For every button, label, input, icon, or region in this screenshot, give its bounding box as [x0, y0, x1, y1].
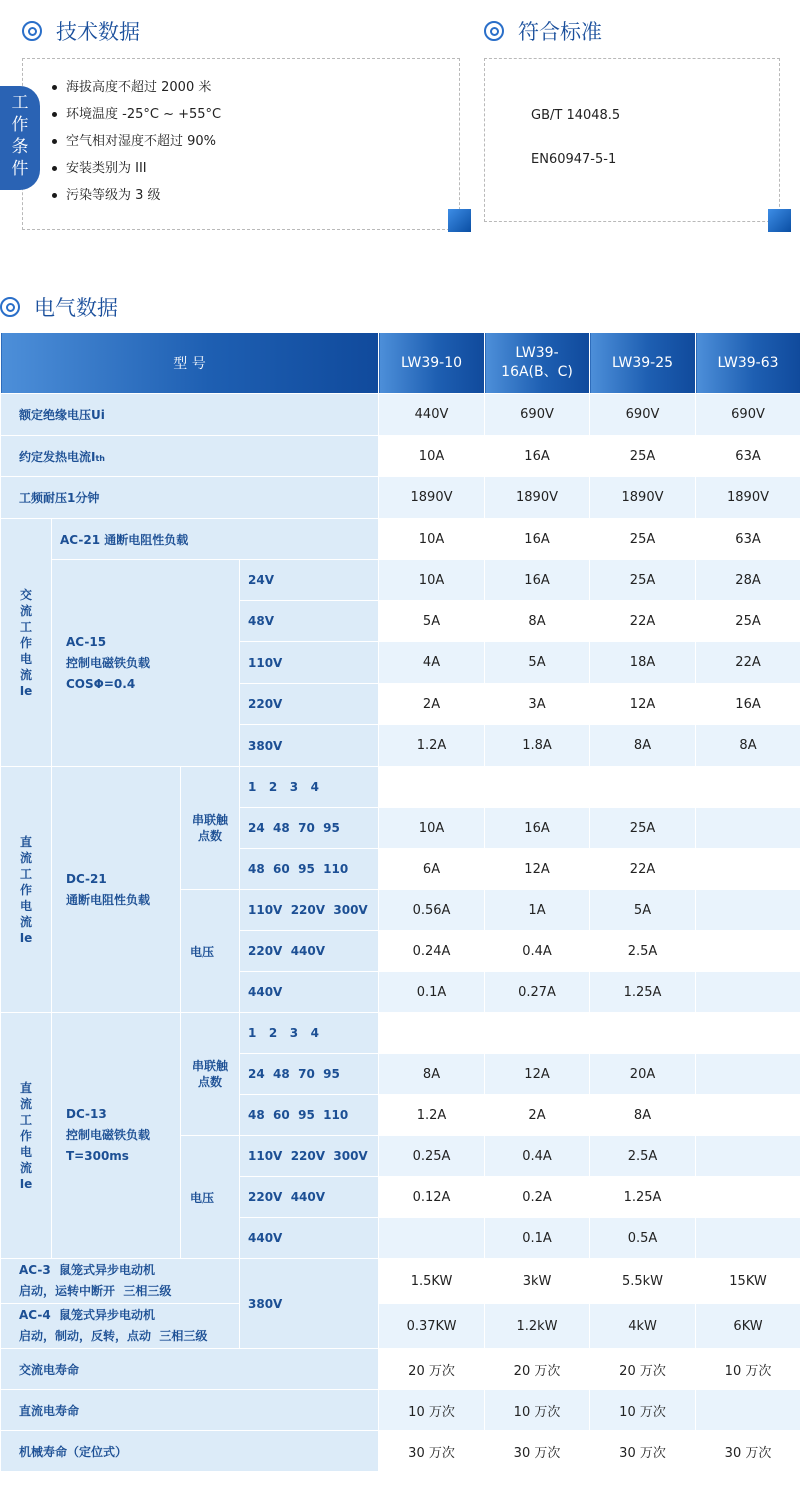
row-label-text: 约定发热电流I: [19, 449, 96, 464]
tab-char: 作: [11, 115, 29, 135]
table-cell: 6KW: [696, 1304, 800, 1349]
vertical-text: 串联触点数: [191, 813, 228, 843]
table-cell: [485, 767, 590, 808]
table-cell: 3kW: [485, 1259, 590, 1304]
table-cell: 20 万次: [590, 1349, 696, 1390]
table-cell: 10A: [379, 436, 485, 477]
bullet-icon: [52, 85, 57, 90]
list-item: [52, 128, 221, 155]
standards-section-title: [484, 16, 602, 46]
table-cell: 8A: [379, 1054, 485, 1095]
table-cell: 0.2A: [485, 1177, 590, 1218]
table-cell: 10A: [379, 560, 485, 601]
table-cell: 5A: [485, 642, 590, 684]
electrical-section-title: [0, 292, 118, 322]
electrical-data-table: [0, 332, 800, 1472]
table-cell: 16A: [485, 808, 590, 849]
table-cell: 8A: [696, 725, 800, 767]
bullet-icon: [52, 112, 57, 117]
table-cell: 0.4A: [485, 931, 590, 972]
label-line: DC-21: [66, 871, 107, 886]
table-cell: [696, 1177, 800, 1218]
table-cell: 63A: [696, 436, 800, 477]
contacts-label: 48 60 95 110: [240, 849, 379, 890]
table-cell: [696, 1136, 800, 1177]
working-conditions-tab: [0, 86, 40, 190]
voltage-label: 48V: [240, 601, 379, 642]
tab-char: 件: [11, 159, 29, 179]
ac3-label: [1, 1259, 240, 1304]
table-cell: 16A: [485, 560, 590, 601]
label-line: 通断电阻性负载: [66, 892, 151, 907]
table-cell: 4kW: [590, 1304, 696, 1349]
voltage-label: 220V: [240, 684, 379, 725]
table-cell: 690V: [696, 394, 800, 436]
table-row: [1, 1259, 800, 1304]
table-cell: 0.25A: [379, 1136, 485, 1177]
condition-text: 海拔高度不超过 2000 米: [66, 80, 212, 95]
condition-text: 空气相对湿度不超过 90%: [66, 134, 217, 149]
voltage-label: 220V 440V: [240, 931, 379, 972]
condition-text: 安装类别为 III: [66, 161, 147, 176]
table-cell: 10A: [379, 519, 485, 560]
label-line: DC-13: [66, 1107, 107, 1121]
voltage-group-label: 电压: [181, 890, 240, 1013]
label-line: 控制电磁铁负载: [66, 655, 151, 670]
model-header: 型 号: [1, 333, 379, 394]
table-cell: 15KW: [696, 1259, 800, 1304]
table-cell: 2.5A: [590, 931, 696, 972]
label-line: AC-15: [66, 634, 107, 649]
circle-bullet-icon: [0, 297, 20, 317]
voltage-group-label: 电压: [181, 1136, 240, 1259]
list-item: [52, 74, 221, 101]
standards-title-text: 符合标准: [518, 20, 602, 44]
table-cell: 22A: [590, 849, 696, 890]
row-label: [1, 436, 379, 477]
table-cell: [379, 767, 485, 808]
circle-bullet-icon: [484, 21, 504, 41]
table-cell: 10 万次: [485, 1390, 590, 1431]
voltage-label: 110V: [240, 642, 379, 684]
dc13-group-label: [1, 1013, 52, 1259]
table-row: [1, 394, 800, 436]
table-cell: 30 万次: [379, 1431, 485, 1472]
table-cell: [696, 1218, 800, 1259]
table-row: [1, 560, 800, 601]
table-cell: 25A: [590, 808, 696, 849]
row-label: AC-21 通断电阻性负载: [52, 519, 379, 560]
series-contacts-label: [181, 767, 240, 890]
voltage-label: 110V 220V 300V: [240, 1136, 379, 1177]
table-cell: 0.37KW: [379, 1304, 485, 1349]
dc13-label: [52, 1013, 181, 1259]
row-label: 工频耐压1分钟: [1, 477, 379, 519]
table-cell: [696, 1095, 800, 1136]
table-cell: 63A: [696, 519, 800, 560]
label-line: 启动，制动，反转，点动 三相三级: [19, 1329, 208, 1343]
table-cell: 0.24A: [379, 931, 485, 972]
table-cell: [485, 1013, 590, 1054]
bullet-icon: [52, 193, 57, 198]
table-cell: 690V: [485, 394, 590, 436]
contacts-label: 1 2 3 4: [240, 767, 379, 808]
standard-item: EN60947-5-1: [531, 152, 617, 167]
voltage-label: 110V 220V 300V: [240, 890, 379, 931]
dc21-group-label: [1, 767, 52, 1013]
table-cell: [696, 1054, 800, 1095]
table-row: [1, 436, 800, 477]
corner-decoration: [448, 209, 471, 232]
table-cell: 12A: [590, 684, 696, 725]
contacts-label: 24 48 70 95: [240, 1054, 379, 1095]
table-cell: 20 万次: [485, 1349, 590, 1390]
motor-voltage-label: 380V: [240, 1259, 379, 1349]
table-cell: 4A: [379, 642, 485, 684]
table-row: [1, 1304, 800, 1349]
table-cell: 30 万次: [590, 1431, 696, 1472]
table-cell: 10 万次: [696, 1349, 800, 1390]
series-contacts-label: [181, 1013, 240, 1136]
table-cell: 0.1A: [379, 972, 485, 1013]
table-cell: 8A: [485, 601, 590, 642]
table-cell: 25A: [590, 519, 696, 560]
voltage-label: 380V: [240, 725, 379, 767]
circle-bullet-icon: [22, 21, 42, 41]
table-cell: 1.25A: [590, 1177, 696, 1218]
table-cell: 3A: [485, 684, 590, 725]
row-label: 直流电寿命: [1, 1390, 379, 1431]
vertical-text: 直流工作电流Ie: [19, 834, 33, 945]
table-cell: 10A: [379, 808, 485, 849]
table-cell: 5.5kW: [590, 1259, 696, 1304]
table-cell: 16A: [485, 519, 590, 560]
vertical-text: 串联触点数: [191, 1059, 228, 1089]
table-cell: 1890V: [485, 477, 590, 519]
list-item: [52, 182, 221, 209]
table-cell: 25A: [696, 601, 800, 642]
table-cell: 0.12A: [379, 1177, 485, 1218]
ac4-label: [1, 1304, 240, 1349]
table-cell: 16A: [696, 684, 800, 725]
tech-title-text: 技术数据: [56, 20, 140, 44]
table-cell: 2.5A: [590, 1136, 696, 1177]
table-cell: 12A: [485, 1054, 590, 1095]
model-column-header: LW39-63: [696, 333, 800, 394]
table-row: [1, 1349, 800, 1390]
table-cell: 8A: [590, 1095, 696, 1136]
table-cell: [696, 972, 800, 1013]
table-cell: 1.2A: [379, 725, 485, 767]
voltage-label: 220V 440V: [240, 1177, 379, 1218]
list-item: [52, 101, 221, 128]
bullet-icon: [52, 166, 57, 171]
table-cell: 5A: [590, 890, 696, 931]
label-line: 控制电磁铁负载: [66, 1128, 151, 1142]
table-cell: 0.5A: [590, 1218, 696, 1259]
table-cell: 440V: [379, 394, 485, 436]
header-row: [1, 333, 800, 394]
label-line: AC-3 鼠笼式异步电动机: [19, 1263, 156, 1277]
table-cell: 25A: [590, 560, 696, 601]
bullet-icon: [52, 139, 57, 144]
table-row: [1, 1390, 800, 1431]
table-row: [1, 519, 800, 560]
model-column-header: LW39-25: [590, 333, 696, 394]
standards-box: [484, 58, 780, 222]
label-line: T=300ms: [66, 1149, 129, 1163]
voltage-label: 440V: [240, 1218, 379, 1259]
table-cell: 10 万次: [379, 1390, 485, 1431]
table-cell: 20A: [590, 1054, 696, 1095]
table-cell: [696, 1390, 800, 1431]
table-cell: 0.1A: [485, 1218, 590, 1259]
table-cell: 2A: [379, 684, 485, 725]
table-cell: 0.56A: [379, 890, 485, 931]
table-cell: 18A: [590, 642, 696, 684]
table-cell: [379, 1218, 485, 1259]
table-row: [1, 477, 800, 519]
row-label-subscript: th: [95, 453, 105, 463]
vertical-text: 交流工作电流Ie: [19, 587, 33, 698]
table-cell: 1890V: [590, 477, 696, 519]
table-row: [1, 1013, 800, 1054]
table-cell: [696, 808, 800, 849]
table-cell: 8A: [590, 725, 696, 767]
condition-text: 环境温度 -25°C ~ +55°C: [66, 107, 222, 122]
table-cell: 25A: [590, 436, 696, 477]
table-cell: 10 万次: [590, 1390, 696, 1431]
tab-char: 条: [11, 137, 29, 157]
table-cell: [696, 767, 800, 808]
table-cell: 2A: [485, 1095, 590, 1136]
table-cell: 30 万次: [696, 1431, 800, 1472]
table-cell: 28A: [696, 560, 800, 601]
table-cell: 1.5KW: [379, 1259, 485, 1304]
contacts-label: 48 60 95 110: [240, 1095, 379, 1136]
table-cell: 30 万次: [485, 1431, 590, 1472]
table-cell: [379, 1013, 485, 1054]
table-cell: 1A: [485, 890, 590, 931]
corner-decoration: [768, 209, 791, 232]
table-cell: 1.2A: [379, 1095, 485, 1136]
label-line: AC-4 鼠笼式异步电动机: [19, 1308, 156, 1322]
row-label: 机械寿命（定位式）: [1, 1431, 379, 1472]
tab-char: 工: [11, 93, 29, 113]
table-cell: [696, 890, 800, 931]
voltage-label: 440V: [240, 972, 379, 1013]
table-cell: 1890V: [696, 477, 800, 519]
table-cell: 16A: [485, 436, 590, 477]
table-cell: 0.27A: [485, 972, 590, 1013]
ac15-label: [52, 560, 240, 767]
model-column-header: LW39-16A(B、C): [485, 333, 590, 394]
table-row: [1, 767, 800, 808]
label-line: COSΦ=0.4: [66, 676, 136, 691]
vertical-text: 直流工作电流Ie: [19, 1080, 33, 1191]
table-cell: [696, 931, 800, 972]
row-label: 交流电寿命: [1, 1349, 379, 1390]
row-label: 额定绝缘电压Ui: [1, 394, 379, 436]
table-cell: 1.8A: [485, 725, 590, 767]
table-cell: 5A: [379, 601, 485, 642]
label-line: 启动，运转中断开 三相三级: [19, 1284, 172, 1298]
table-cell: [696, 1013, 800, 1054]
table-cell: 1.25A: [590, 972, 696, 1013]
table-cell: [590, 767, 696, 808]
table-cell: 1.2kW: [485, 1304, 590, 1349]
list-item: [52, 155, 221, 182]
table-cell: 12A: [485, 849, 590, 890]
table-cell: 20 万次: [379, 1349, 485, 1390]
voltage-label: 24V: [240, 560, 379, 601]
contacts-label: 24 48 70 95: [240, 808, 379, 849]
contacts-label: 1 2 3 4: [240, 1013, 379, 1054]
standard-item: GB/T 14048.5: [531, 108, 621, 123]
table-cell: 690V: [590, 394, 696, 436]
table-cell: 22A: [590, 601, 696, 642]
table-cell: 6A: [379, 849, 485, 890]
model-column-header: LW39-10: [379, 333, 485, 394]
electrical-title-text: 电气数据: [34, 296, 118, 320]
condition-text: 污染等级为 3 级: [66, 188, 161, 203]
table-cell: [590, 1013, 696, 1054]
table-cell: 22A: [696, 642, 800, 684]
ac-group-label: [1, 519, 52, 767]
dc21-label: [52, 767, 181, 1013]
conditions-list: [52, 74, 221, 209]
tech-section-title: [22, 16, 140, 46]
table-cell: [696, 849, 800, 890]
table-cell: 0.4A: [485, 1136, 590, 1177]
table-row: [1, 1431, 800, 1472]
table-cell: 1890V: [379, 477, 485, 519]
